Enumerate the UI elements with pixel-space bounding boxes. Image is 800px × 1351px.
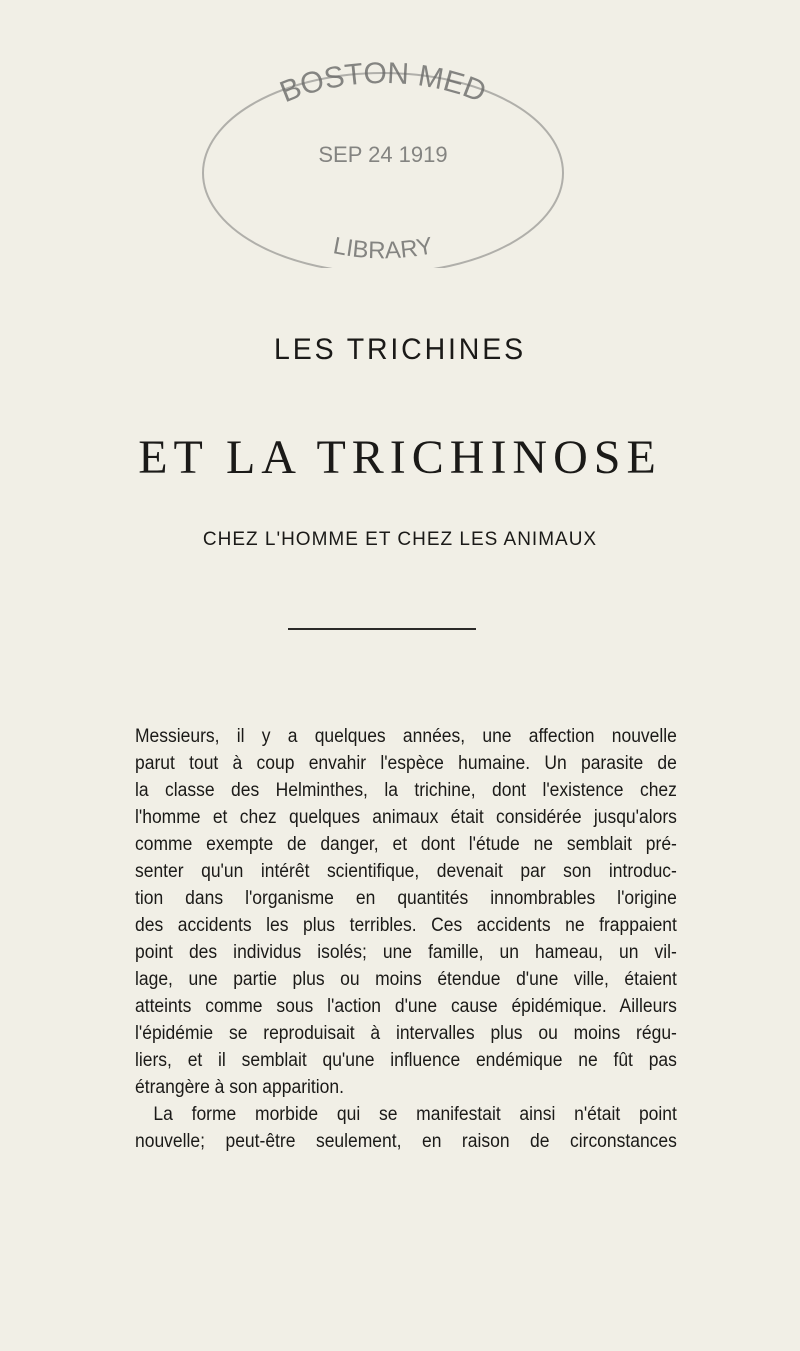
title-les-trichines: LES TRICHINES <box>274 333 526 366</box>
body-line: la classe des Helminthes, la trichine, dont l'existence chez <box>135 780 677 801</box>
body-line: senter qu'un intérêt scientifique, devenait par son introduc- <box>135 861 677 882</box>
body-line: point des individus isolés; une famille, un hameau, un vil- <box>135 942 677 963</box>
body-line: tion dans l'organisme en quantités innombrables l'origine <box>135 888 677 909</box>
stamp-arc-top-text: BOSTON MED <box>275 58 491 110</box>
body-text <box>135 723 677 1155</box>
body-line: des accidents les plus terribles. Ces accidents ne frappaient <box>135 915 677 936</box>
body-line: étrangère à son apparition. <box>135 1077 344 1098</box>
body-line: parut tout à coup envahir l'espèce humaine. Un parasite de <box>135 753 677 774</box>
body-line: comme exempte de danger, et dont l'étude ne semblait pré- <box>135 834 677 855</box>
library-stamp-graphic <box>183 58 583 268</box>
subtitle-chez-homme-animaux: CHEZ L'HOMME ET CHEZ LES ANIMAUX <box>202 529 598 550</box>
body-line: l'homme et chez quelques animaux était considérée jusqu'alors <box>135 807 677 828</box>
library-stamp <box>183 58 583 268</box>
title-et-la-trichinose: ET LA TRICHINOSE <box>138 431 662 484</box>
stamp-date-text: SEP 24 1919 <box>318 142 448 167</box>
body-line: La forme morbide qui se manifestait ainsi n'était point <box>153 1104 677 1125</box>
body-line: atteints comme sous l'action d'une cause épidémique. Ailleurs <box>135 996 677 1017</box>
body-line: Messieurs, il y a quelques années, une affection nouvelle <box>135 726 677 747</box>
section-divider <box>288 628 476 630</box>
body-line: nouvelle; peut-être seulement, en raison de circonstances <box>135 1131 677 1152</box>
body-line: l'épidémie se reproduisait à intervalles plus ou moins régu- <box>135 1023 677 1044</box>
body-line: lage, une partie plus ou moins étendue d'une ville, étaient <box>135 969 677 990</box>
stamp-arc-bottom-text: LIBRARY <box>331 232 435 265</box>
body-line: liers, et il semblait qu'une influence endémique ne fût pas <box>135 1050 677 1071</box>
